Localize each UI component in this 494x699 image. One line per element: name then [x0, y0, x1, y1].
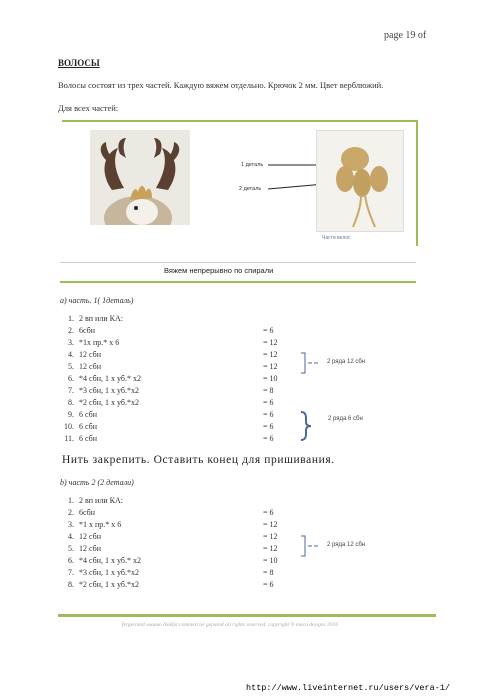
- note-two-rows-12: 2 ряда 12 сбн: [327, 359, 366, 365]
- spiral-note-bottom-rule: [60, 281, 416, 283]
- row-result: = 10: [263, 374, 278, 383]
- table-row: 1. 2 вп или КА:: [68, 314, 123, 323]
- table-row: 3. *1 х пр.* х 6: [68, 520, 122, 529]
- table-row: 9. 6 сбн: [68, 410, 97, 419]
- part-1-label: a) часть. 1( 1деталь): [60, 296, 134, 305]
- note-two-rows-12: 2 ряда 12 сбн: [327, 542, 366, 548]
- table-row: 10. 6 сбн: [64, 422, 97, 431]
- row-result: = 6: [263, 434, 274, 443]
- footer-rule: [58, 614, 436, 617]
- row-result: = 12: [263, 544, 278, 553]
- row-result: = 6: [263, 508, 274, 517]
- curly-brace-icon: [298, 410, 314, 442]
- table-row: 3. *1х пр.* х 6: [68, 338, 120, 347]
- intro-paragraph: Волосы состоят из трех частей. Каждую вяжем отдельно. Крючок 2 мм. Цвет верблюжий.: [58, 80, 384, 90]
- hair-parts-photo: [316, 130, 404, 232]
- table-row: 6. *4 сбн, 1 х уб.* х2: [68, 374, 141, 383]
- section-title: ВОЛОСЫ: [58, 58, 100, 68]
- table-row: 5. 12 сбн: [68, 362, 101, 371]
- table-row: 6. *4 сбн, 1 х уб.* х2: [68, 556, 141, 565]
- bracket-12-icon: [300, 352, 320, 374]
- part-2-label: b) часть 2 (2 детали): [60, 478, 134, 487]
- row-result: = 12: [263, 532, 278, 541]
- row-result: = 6: [263, 422, 274, 431]
- row-result: = 12: [263, 350, 278, 359]
- finish-note: Нить закрепить. Оставить конец для пришивания.: [62, 454, 335, 466]
- row-result: = 10: [263, 556, 278, 565]
- table-row: 4. 12 сбн: [68, 350, 101, 359]
- spiral-note-top-rule: [60, 262, 416, 263]
- spiral-note: Вяжем непрерывно по спирали: [164, 266, 274, 275]
- row-result: = 6: [263, 326, 274, 335]
- footer-copyright: fergeronid мишко Nokfot commerciel gepunid all rights reserved. copyright ® maca designs 2016: [122, 622, 339, 628]
- for-all-paragraph: Для всех частей:: [58, 103, 119, 113]
- table-row: 2. 6сбн: [68, 508, 95, 517]
- note-two-rows-6: 2 ряда 6 сбн: [328, 416, 363, 422]
- photo-frame-top-border: [62, 120, 418, 122]
- row-result: = 12: [263, 362, 278, 371]
- table-row: 8. *2 сбн, 1 х уб.*х2: [68, 398, 139, 407]
- row-result: = 12: [263, 520, 278, 529]
- table-row: 8. *2 сбн, 1 х уб.*х2: [68, 580, 139, 589]
- row-result: = 6: [263, 580, 274, 589]
- source-url: http://www.liveinternet.ru/users/vera-1/: [246, 683, 451, 693]
- detail-1-label: 1 деталь: [241, 162, 264, 168]
- table-row: 11. 6 сбн: [64, 434, 97, 443]
- row-result: = 8: [263, 568, 274, 577]
- row-result: = 6: [263, 398, 274, 407]
- table-row: 2. 6сбн: [68, 326, 95, 335]
- table-row: 5. 12 сбн: [68, 544, 101, 553]
- detail-2-label: 2 деталь: [239, 186, 262, 192]
- table-row: 1. 2 вп или КА:: [68, 496, 123, 505]
- bracket-12-icon: [300, 535, 320, 557]
- table-row: 7. *3 сбн, 1 х уб.*х2: [68, 386, 139, 395]
- photo-caption: Части волос: [322, 235, 351, 241]
- reindeer-photo: [90, 130, 190, 225]
- table-row: 7. *3 сбн, 1 х уб.*х2: [68, 568, 139, 577]
- row-result: = 6: [263, 410, 274, 419]
- row-result: = 8: [263, 386, 274, 395]
- row-result: = 12: [263, 338, 278, 347]
- photo-frame-right-border: [416, 120, 418, 246]
- page-number: page 19 of: [384, 30, 427, 41]
- table-row: 4. 12 сбн: [68, 532, 101, 541]
